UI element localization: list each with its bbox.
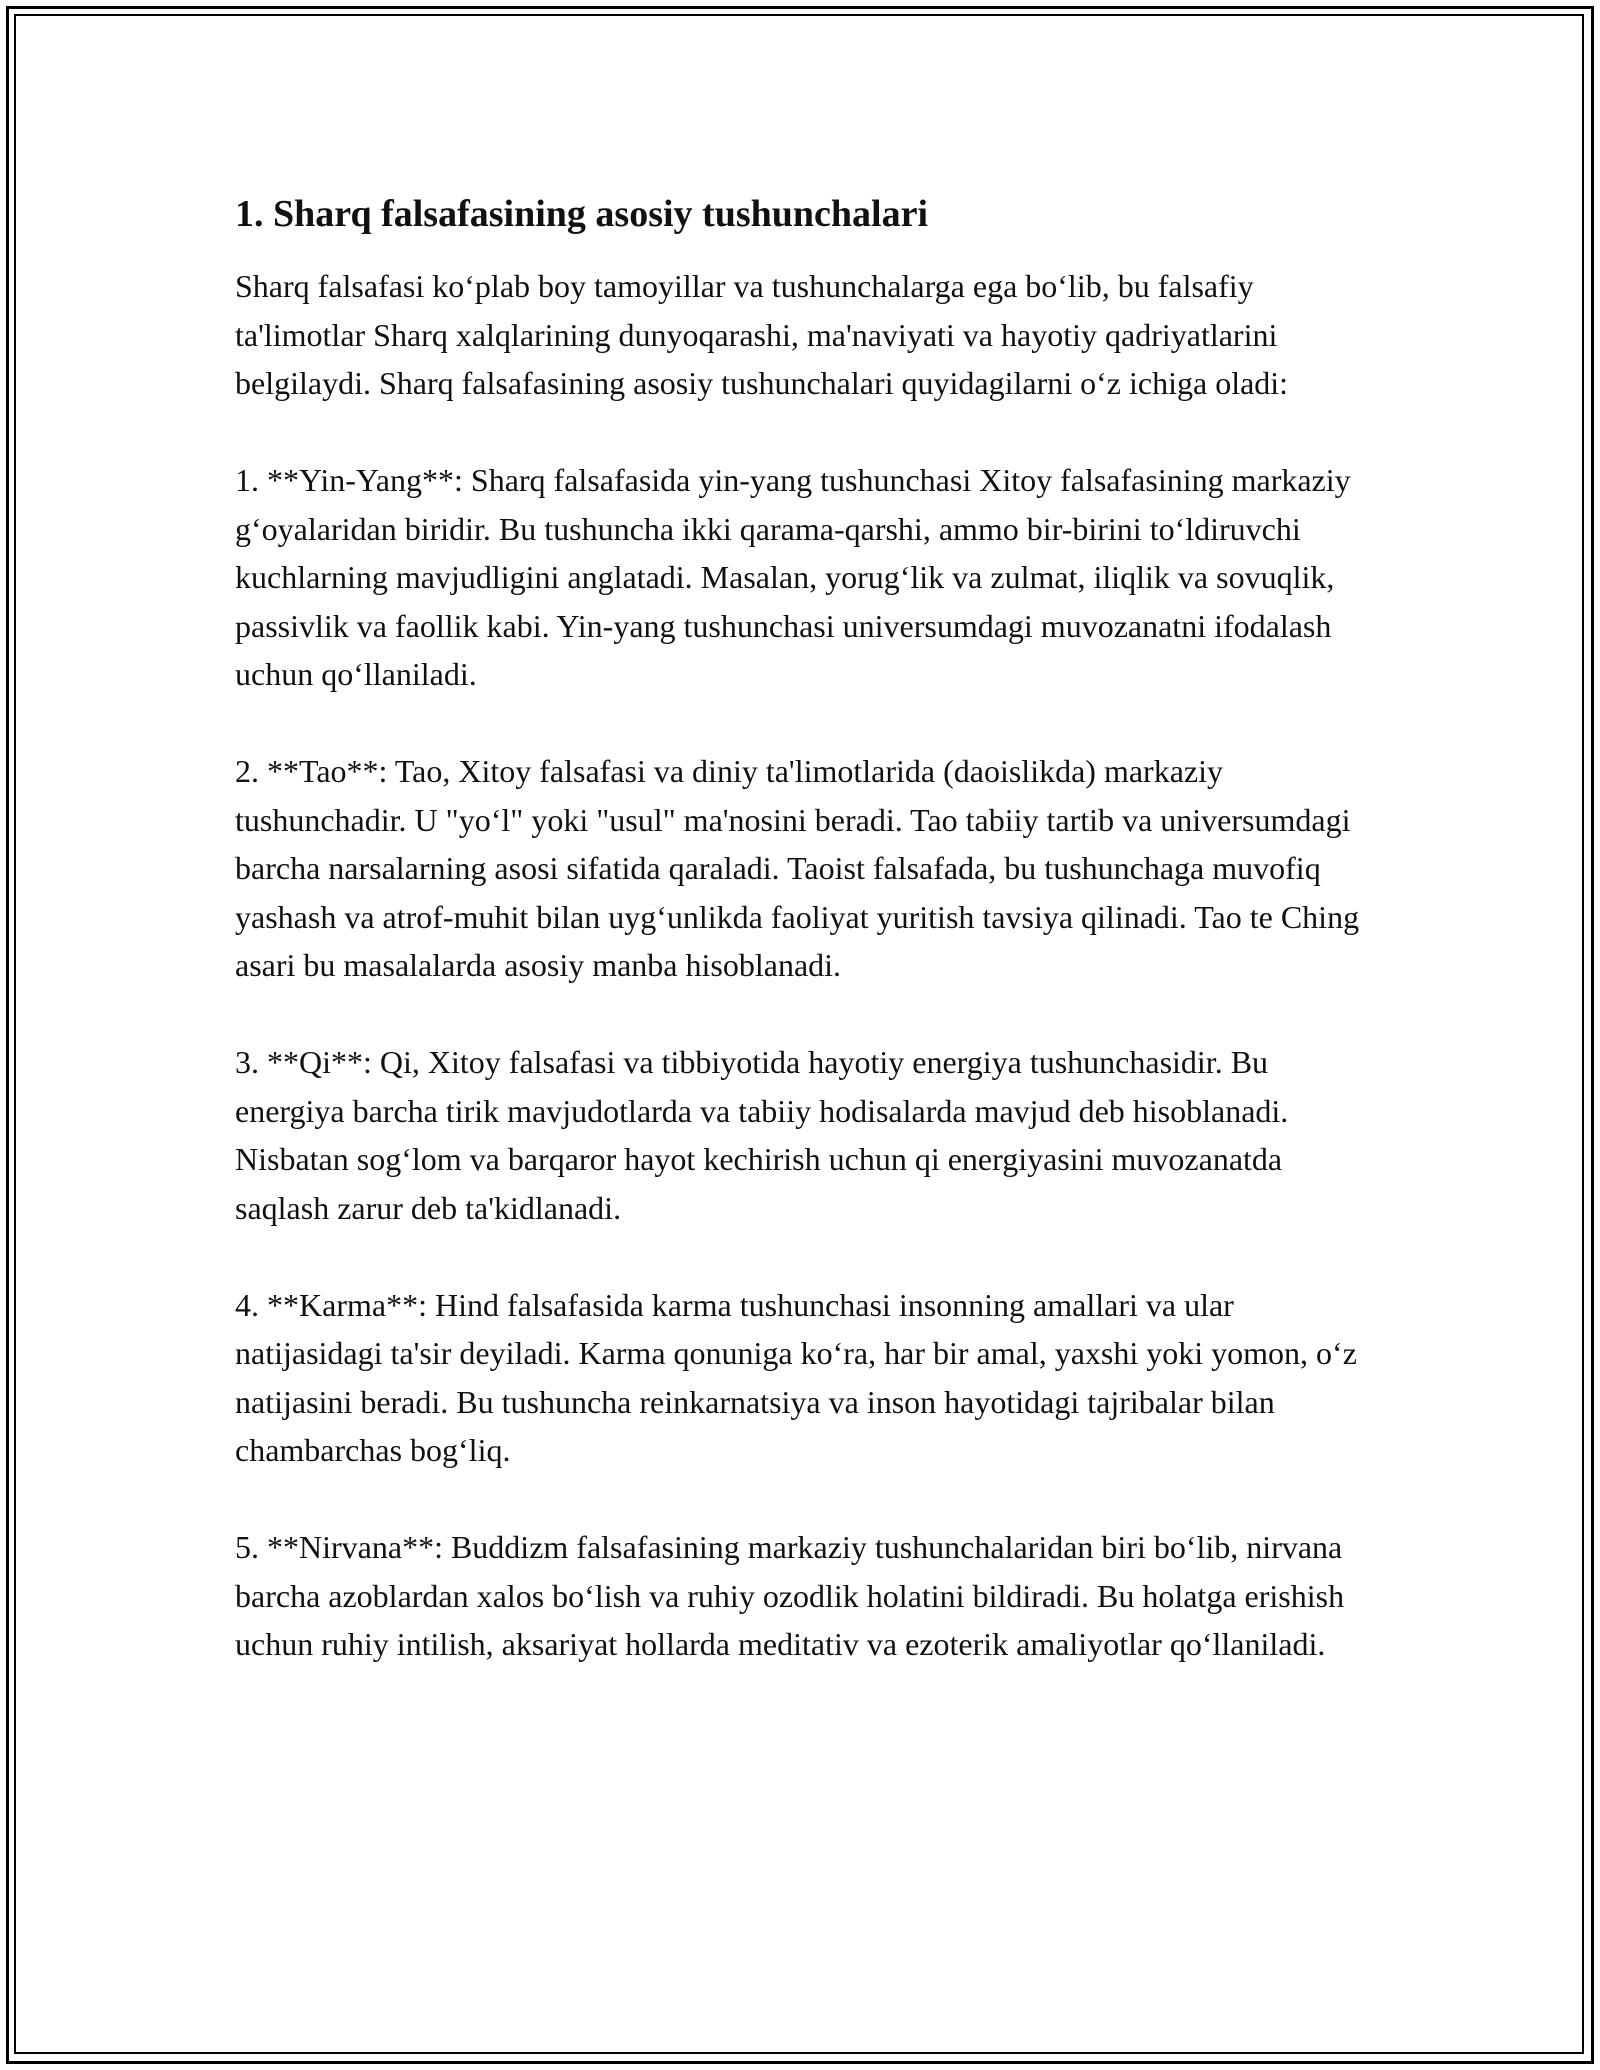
intro-paragraph: Sharq falsafasi ko‘plab boy tamoyillar va tushunchalarga ega bo‘lib, bu falsafiy ta'limotlar Sharq xalqlarining dunyoqarashi, ma'naviyati va hayotiy qadriyatlarini belgilaydi. Sharq falsafasining asosiy tushunchalari quyidagilarni o‘z ichiga oladi: — [235, 268, 1289, 401]
list-item-qi: 3. **Qi**: Qi, Xitoy falsafasi va tibbiyotida hayotiy energiya tushunchasidir. Bu energiya barcha tirik mavjudotlarda va tabiiy hodisalarda mavjud deb hisoblanadi. Nisbatan sog‘lom va barqaror hayot kechirish uchun qi energiyasini muvozanatda saqlash zarur deb ta'kidlanadi. — [235, 1044, 1289, 1226]
document-body — [235, 190, 1375, 1717]
list-item-nirvana: 5. **Nirvana**: Buddizm falsafasining markaziy tushunchalaridan biri bo‘lib, nirvana barcha azoblardan xalos bo‘lish va ruhiy ozodlik holatini bildiradi. Bu holatga erishish uchun ruhiy intilish, aksariyat hollarda meditativ va ezoterik amaliyotlar qo‘llaniladi. — [235, 1529, 1345, 1662]
list-item-tao: 2. **Tao**: Tao, Xitoy falsafasi va diniy ta'limotlarida (daoislikda) markaziy tushunchadir. U "yo‘l" yoki "usul" ma'nosini beradi. Tao tabiiy tartib va universumdagi barcha narsalarning asosi sifatida qaraladi. Taoist falsafada, bu tushunchaga muvofiq yashash va atrof-muhit bilan uyg‘unlikda faoliyat yuritish tavsiya qilinadi. Tao te Ching asari bu masalalarda asosiy manba hisoblanadi. — [235, 753, 1360, 983]
list-item-yin-yang: 1. **Yin-Yang**: Sharq falsafasida yin-yang tushunchasi Xitoy falsafasining markaziy g‘oyalaridan biridir. Bu tushuncha ikki qarama-qarshi, ammo bir-birini to‘ldiruvchi kuchlarning mavjudligini anglatadi. Masalan, yorug‘lik va zulmat, iliqlik va sovuqlik, passivlik va faollik kabi. Yin-yang tushunchasi universumdagi muvozanatni ifodalash uchun qo‘llaniladi. — [235, 462, 1351, 692]
list-item-karma: 4. **Karma**: Hind falsafasida karma tushunchasi insonning amallari va ular natijasidagi ta'sir deyiladi. Karma qonuniga ko‘ra, har bir amal, yaxshi yoki yomon, o‘z natijasini beradi. Bu tushuncha reinkarnatsiya va inson hayotidagi tajribalar bilan chambarchas bog‘liq. — [235, 1286, 1357, 1468]
section-title: 1. Sharq falsafasining asosiy tushunchalari — [235, 193, 928, 235]
